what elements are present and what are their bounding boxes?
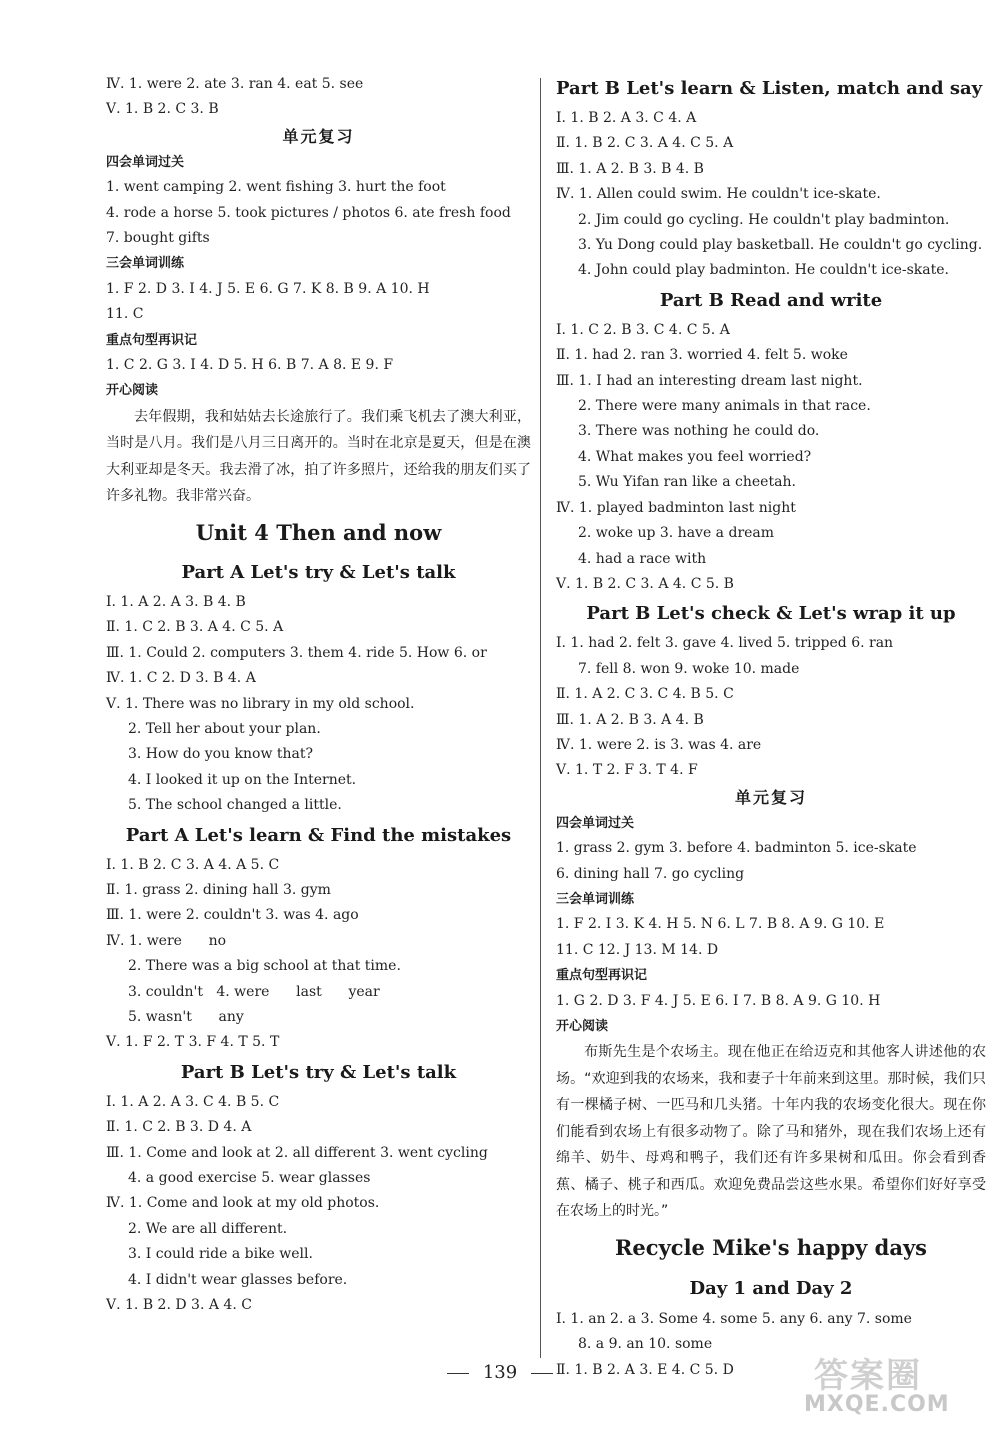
answer-line: 7. bought gifts bbox=[106, 230, 210, 247]
left-column bbox=[106, 72, 531, 1318]
category-heading: 开心阅读 bbox=[556, 1019, 609, 1034]
answer-line: 1. grass 2. gym 3. before 4. badminton 5. ice-skate bbox=[556, 840, 917, 857]
answer-line: Ⅱ. 1. A 2. C 3. C 4. B 5. C bbox=[556, 686, 734, 703]
answer-line: Ⅳ. 1. Allen could swim. He couldn't ice-skate. bbox=[556, 186, 881, 203]
answer-line: 4. John could play badminton. He couldn't ice-skate. bbox=[578, 262, 949, 279]
reading-translation: 去年假期，我和姑姑去长途旅行了。我们乘飞机去了澳大利亚，当时是八月。我们是八月三日离开的。当时在北京是夏天，但是在澳大利亚却是冬天。我去滑了冰，拍了许多照片，还给我的朋友们买了许多礼物。我非常兴奋。 bbox=[106, 408, 531, 505]
part-heading: Part B Let's try & Let's talk bbox=[180, 1061, 457, 1083]
answer-line: 6. dining hall 7. go cycling bbox=[556, 865, 745, 882]
part-heading: Part B Let's learn & Listen, match and say bbox=[556, 78, 983, 99]
unit-title: Unit 4 Then and now bbox=[195, 519, 442, 545]
day-heading: Day 1 and Day 2 bbox=[689, 1277, 853, 1299]
answer-line: 4. I looked it up on the Internet. bbox=[128, 771, 357, 788]
reading-translation: 布斯先生是个农场主。现在他正在给迈克和其他客人讲述他的农场。“欢迎到我的农场来，我和妻子十年前来到这里。那时候，我们只有一棵橘子树、一匹马和几头猪。十年内我的农场变化很大。现在你们能看到农场上有很多动物了。除了马和猪外，现在我们农场上还有绵羊、奶牛、母鸡和鸭子，我们还有许多果树和瓜田。你会看到香蕉、橘子、桃子和西瓜。欢迎免费品尝这些水果。希望你们好好享受在农场上的时光。” bbox=[556, 1044, 986, 1220]
answer-line: 8. a 9. an 10. some bbox=[578, 1336, 713, 1353]
answer-line: 4. What makes you feel worried? bbox=[578, 448, 812, 465]
answer-line: Ⅰ. 1. had 2. felt 3. gave 4. lived 5. tripped 6. ran bbox=[556, 635, 894, 652]
category-heading: 重点句型再识记 bbox=[556, 968, 648, 984]
answer-line: 7. fell 8. won 9. woke 10. made bbox=[578, 660, 800, 677]
answer-line: Ⅱ. 1. B 2. C 3. A 4. C 5. A bbox=[556, 135, 734, 152]
page-number: 139 bbox=[482, 1362, 518, 1383]
watermark-en: MXQE.COM bbox=[804, 1392, 950, 1417]
answer-line: 3. I could ride a bike well. bbox=[128, 1246, 313, 1263]
answer-line: Ⅴ. 1. F 2. T 3. F 4. T 5. T bbox=[106, 1034, 280, 1051]
answer-line: Ⅱ. 1. grass 2. dining hall 3. gym bbox=[106, 881, 331, 898]
answer-line: 2. woke up 3. have a dream bbox=[578, 525, 775, 542]
answer-line: Ⅱ. 1. B 2. A 3. E 4. C 5. D bbox=[556, 1361, 734, 1378]
answer-line: 4. a good exercise 5. wear glasses bbox=[128, 1170, 371, 1186]
answer-line: Ⅰ. 1. C 2. B 3. C 4. C 5. A bbox=[556, 321, 730, 338]
answer-line: Ⅲ. 1. A 2. B 3. A 4. B bbox=[556, 711, 704, 728]
answer-line: 4. I didn't wear glasses before. bbox=[128, 1271, 348, 1288]
answer-line: Ⅰ. 1. A 2. A 3. B 4. B bbox=[106, 593, 246, 610]
answer-line: Ⅱ. 1. C 2. B 3. D 4. A bbox=[106, 1119, 252, 1136]
answer-line: 2. We are all different. bbox=[128, 1220, 288, 1237]
answer-line: 5. Wu Yifan ran like a cheetah. bbox=[578, 474, 796, 491]
answer-line: Ⅰ. 1. an 2. a 3. Some 4. some 5. any 6. any 7. some bbox=[556, 1310, 912, 1327]
answer-line: Ⅰ. 1. B 2. C 3. A 4. A 5. C bbox=[106, 856, 280, 873]
answer-line: Ⅴ. 1. B 2. D 3. A 4. C bbox=[106, 1297, 252, 1314]
answer-line: 2. There was a big school at that time. bbox=[128, 958, 401, 975]
answer-line: 1. G 2. D 3. F 4. J 5. E 6. I 7. B 8. A 9. G 10. H bbox=[556, 992, 881, 1009]
answer-line: Ⅴ. 1. B 2. C 3. B bbox=[106, 101, 219, 118]
answer-line: Ⅲ. 1. Could 2. computers 3. them 4. ride 5. How 6. or bbox=[106, 644, 487, 661]
category-heading: 四会单词过关 bbox=[106, 154, 185, 170]
answer-line: Ⅴ. 1. B 2. C 3. A 4. C 5. B bbox=[556, 575, 734, 592]
answer-line: Ⅳ. 1. C 2. D 3. B 4. A bbox=[106, 670, 256, 687]
answer-line: Ⅰ. 1. B 2. A 3. C 4. A bbox=[556, 110, 697, 126]
answer-line: Ⅱ. 1. had 2. ran 3. worried 4. felt 5. woke bbox=[556, 347, 848, 364]
answer-line: 11. C 12. J 13. M 14. D bbox=[556, 941, 719, 958]
part-heading: Part B Read and write bbox=[659, 289, 883, 311]
part-heading: Part B Let's check & Let's wrap it up bbox=[586, 603, 956, 625]
answer-line: Ⅲ. 1. I had an interesting dream last night. bbox=[556, 372, 863, 389]
unit-review-heading: 单元复习 bbox=[734, 787, 807, 807]
answer-line: Ⅲ. 1. were 2. couldn't 3. was 4. ago bbox=[106, 907, 359, 924]
answer-line: 3. How do you know that? bbox=[128, 746, 314, 763]
right-column bbox=[556, 72, 986, 1383]
answer-line: 2. Tell her about your plan. bbox=[128, 720, 321, 737]
category-heading: 开心阅读 bbox=[106, 383, 159, 399]
answer-line: 3. There was nothing he could do. bbox=[578, 423, 820, 440]
column-divider bbox=[540, 78, 541, 1358]
answer-line: 5. wasn't any bbox=[128, 1008, 244, 1025]
answer-line: Ⅱ. 1. C 2. B 3. A 4. C 5. A bbox=[106, 619, 284, 636]
answer-line: Ⅴ. 1. T 2. F 3. T 4. F bbox=[556, 762, 698, 779]
watermark-logo bbox=[796, 1348, 986, 1420]
answer-line: Ⅳ. 1. played badminton last night bbox=[556, 499, 796, 516]
answer-line: Ⅴ. 1. There was no library in my old school. bbox=[106, 695, 415, 712]
answer-line: 2. There were many animals in that race. bbox=[578, 398, 871, 415]
answer-line: 1. C 2. G 3. I 4. D 5. H 6. B 7. A 8. E 9. F bbox=[106, 357, 394, 374]
answer-line: Ⅳ. 1. were 2. ate 3. ran 4. eat 5. see bbox=[106, 76, 364, 92]
answer-line: 4. rode a horse 5. took pictures / photos 6. ate fresh food bbox=[106, 204, 511, 221]
answer-line: Ⅳ. 1. Come and look at my old photos. bbox=[106, 1195, 380, 1212]
answer-line: 3. couldn't 4. were last year bbox=[128, 983, 380, 1000]
category-heading: 三会单词训练 bbox=[556, 891, 635, 907]
answer-line: 11. C bbox=[106, 306, 144, 323]
watermark-cn: 答案圈 bbox=[814, 1356, 922, 1396]
answer-line: Ⅳ. 1. were no bbox=[106, 932, 227, 949]
answer-line: Ⅲ. 1. Come and look at 2. all different 3. went cycling bbox=[106, 1144, 488, 1161]
category-heading: 四会单词过关 bbox=[556, 815, 635, 831]
answer-line: 2. Jim could go cycling. He couldn't play badminton. bbox=[578, 211, 950, 228]
answer-line: Ⅰ. 1. A 2. A 3. C 4. B 5. C bbox=[106, 1093, 280, 1110]
footer-dash bbox=[531, 1373, 553, 1374]
answer-line: Ⅳ. 1. were 2. is 3. was 4. are bbox=[556, 736, 762, 753]
footer-dash bbox=[447, 1373, 469, 1374]
category-heading: 重点句型再识记 bbox=[106, 332, 198, 348]
answer-line: Ⅲ. 1. A 2. B 3. B 4. B bbox=[556, 160, 704, 177]
recycle-title: Recycle Mike's happy days bbox=[614, 1234, 927, 1260]
part-heading: Part A Let's try & Let's talk bbox=[181, 561, 456, 583]
category-heading: 三会单词训练 bbox=[106, 256, 185, 272]
answer-line: 5. The school changed a little. bbox=[128, 797, 342, 814]
answer-line: 1. went camping 2. went fishing 3. hurt the foot bbox=[106, 179, 446, 196]
answer-line: 3. Yu Dong could play basketball. He couldn't go cycling. bbox=[578, 237, 983, 254]
answer-line: 1. F 2. D 3. I 4. J 5. E 6. G 7. K 8. B 9. A 10. H bbox=[106, 280, 430, 297]
answer-line: 1. F 2. I 3. K 4. H 5. N 6. L 7. B 8. A 9. G 10. E bbox=[556, 916, 885, 933]
unit-review-heading: 单元复习 bbox=[282, 126, 355, 146]
answer-line: 4. had a race with bbox=[578, 550, 707, 567]
part-heading: Part A Let's learn & Find the mistakes bbox=[125, 824, 512, 846]
